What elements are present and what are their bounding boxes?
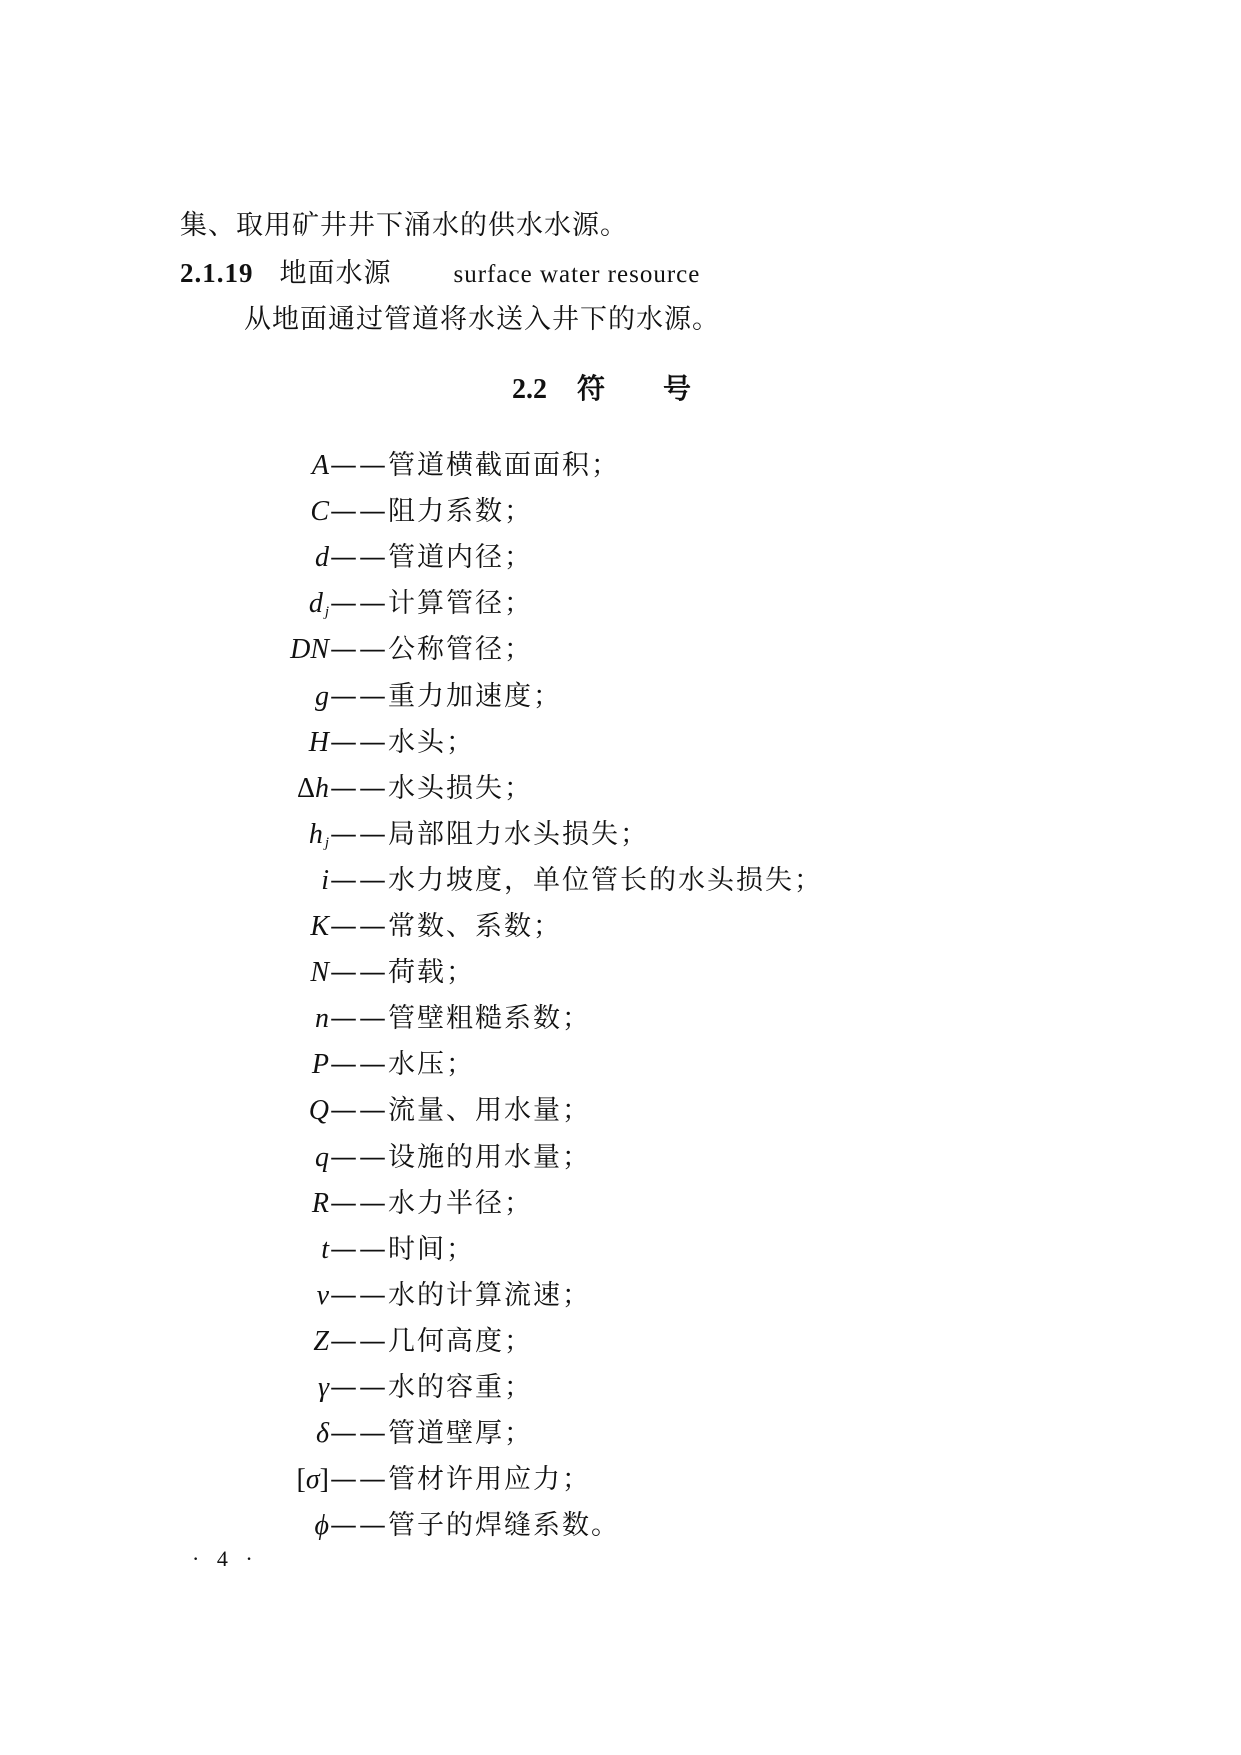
symbol-row bbox=[0, 540, 1241, 586]
symbol-description: ——重力加速度； bbox=[330, 680, 562, 712]
symbol-row bbox=[0, 955, 1241, 1001]
symbol-term: P bbox=[311, 1049, 329, 1081]
symbol-description: ——流量、用水量； bbox=[330, 1095, 591, 1127]
symbol-term: h $_j$ bbox=[308, 818, 329, 851]
symbol-term: N bbox=[310, 957, 329, 989]
symbol-term: i bbox=[321, 864, 329, 896]
symbol-row bbox=[0, 909, 1241, 955]
symbol-term: d $_j$ bbox=[308, 588, 329, 621]
symbol-description: ——水的容重； bbox=[330, 1372, 533, 1403]
symbol-row bbox=[0, 1186, 1241, 1232]
symbol-term: δ bbox=[315, 1418, 329, 1450]
symbol-description: ——水压； bbox=[330, 1049, 475, 1081]
symbol-description: ——设施的用水量； bbox=[330, 1141, 591, 1173]
symbol-row bbox=[0, 1462, 1241, 1508]
clause-definition: 从地面通过管道将水送入井下的水源。 bbox=[244, 304, 720, 335]
symbol-row bbox=[0, 1047, 1241, 1093]
symbol-term: [σ] bbox=[296, 1464, 329, 1496]
symbol-row bbox=[0, 679, 1241, 725]
symbol-row bbox=[0, 817, 1241, 863]
symbol-row bbox=[0, 1278, 1241, 1324]
symbol-description: ——管子的焊缝系数。 bbox=[330, 1510, 620, 1542]
symbol-term: t bbox=[321, 1233, 329, 1265]
clause-title-cn: 地面水源 bbox=[279, 258, 392, 289]
symbol-description: ——管道壁厚； bbox=[330, 1418, 533, 1450]
symbol-description: ——管道横截面面积； bbox=[330, 450, 620, 481]
symbol-description: ——计算管径； bbox=[330, 588, 533, 620]
continuation-line: 集、取用矿井井下涌水的供水水源。 bbox=[180, 210, 628, 241]
symbol-description: ——水的计算流速； bbox=[330, 1279, 591, 1311]
symbol-row bbox=[0, 632, 1241, 678]
clause-number: 2.1.19 bbox=[180, 258, 254, 288]
symbol-term: ϕ bbox=[314, 1510, 329, 1542]
symbol-description: ——管道内径； bbox=[330, 542, 533, 574]
symbol-term: DN bbox=[290, 634, 329, 666]
symbol-term: Δh bbox=[296, 772, 329, 804]
symbol-row bbox=[0, 586, 1241, 632]
section-title bbox=[512, 371, 691, 408]
symbol-row bbox=[0, 448, 1241, 494]
symbol-description: ——常数、系数； bbox=[330, 911, 562, 942]
symbol-row bbox=[0, 1324, 1241, 1370]
symbol-description: ——时间； bbox=[330, 1233, 475, 1265]
symbol-row bbox=[0, 1416, 1241, 1462]
symbol-term: Z bbox=[313, 1325, 329, 1357]
symbol-description: ——阻力系数； bbox=[330, 496, 533, 528]
symbol-description: ——几何高度； bbox=[330, 1325, 533, 1357]
symbol-description: ——水力半径； bbox=[330, 1187, 533, 1219]
symbol-row bbox=[0, 1508, 1241, 1554]
page-number: · 4 · bbox=[192, 1546, 259, 1571]
clause-heading bbox=[180, 255, 700, 293]
symbol-term: R bbox=[311, 1187, 329, 1219]
symbol-term: v bbox=[316, 1279, 329, 1311]
symbol-description: ——局部阻力水头损失； bbox=[330, 818, 649, 850]
symbol-row bbox=[0, 1093, 1241, 1139]
section-title-char: 符 bbox=[577, 372, 606, 405]
symbol-row bbox=[0, 863, 1241, 909]
symbol-row bbox=[0, 771, 1241, 817]
symbol-term: n bbox=[315, 1003, 329, 1035]
symbol-term: q bbox=[315, 1141, 329, 1173]
symbol-description: ——荷载； bbox=[330, 957, 475, 989]
symbol-row bbox=[0, 1140, 1241, 1186]
symbol-term: g bbox=[315, 680, 329, 712]
section-title-char: 号 bbox=[663, 372, 692, 405]
symbol-term: H bbox=[308, 726, 329, 758]
symbol-term: Q bbox=[308, 1095, 329, 1127]
section-number: 2.2 bbox=[512, 374, 547, 405]
symbol-row bbox=[0, 1001, 1241, 1047]
symbol-term: d bbox=[315, 542, 329, 574]
symbol-term: γ bbox=[317, 1372, 329, 1403]
symbol-row bbox=[0, 1370, 1241, 1416]
symbol-row bbox=[0, 725, 1241, 771]
symbol-row bbox=[0, 494, 1241, 540]
symbol-description: ——水头损失； bbox=[330, 772, 533, 804]
symbol-term: C bbox=[310, 496, 329, 528]
symbol-term: A bbox=[311, 450, 329, 481]
symbol-description: ——管壁粗糙系数； bbox=[330, 1003, 591, 1035]
symbol-description: ——水力坡度，单位管长的水头损失； bbox=[330, 864, 823, 896]
symbol-description: ——水头； bbox=[330, 726, 475, 758]
symbol-description: ——管材许用应力； bbox=[330, 1464, 591, 1496]
symbol-term: K bbox=[310, 911, 329, 942]
symbol-description: ——公称管径； bbox=[330, 634, 533, 666]
symbol-row bbox=[0, 1232, 1241, 1278]
clause-title-en: surface water resource bbox=[453, 261, 701, 288]
